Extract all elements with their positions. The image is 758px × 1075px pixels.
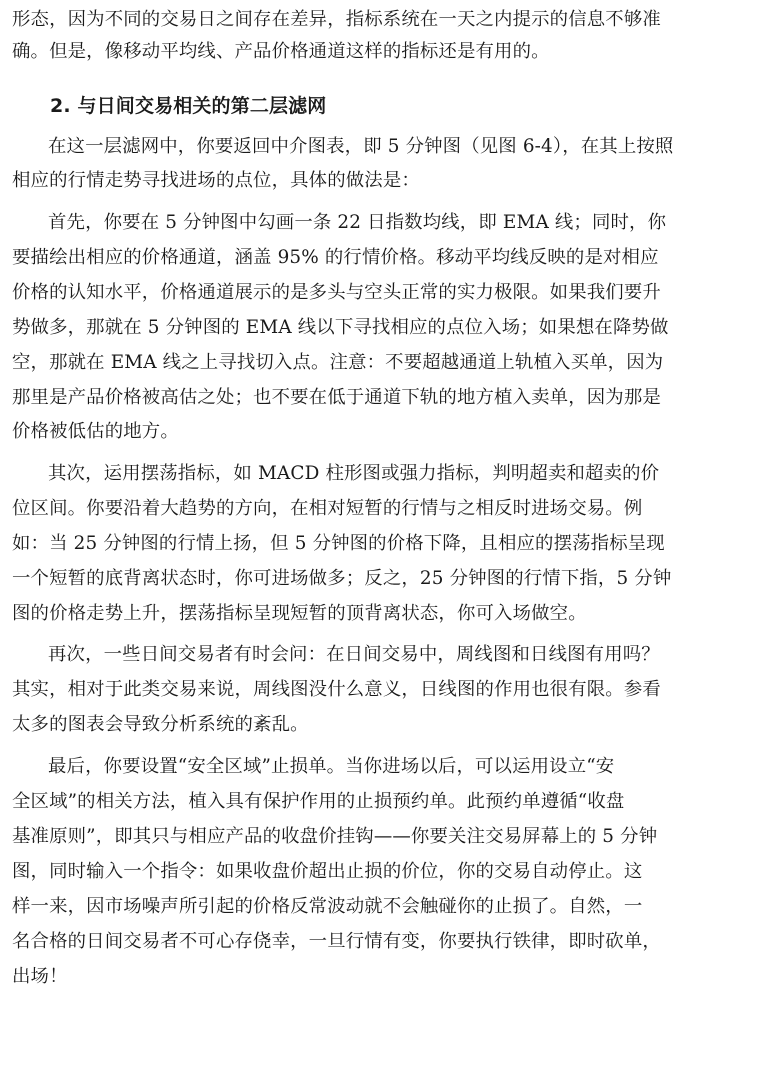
paragraph-line: 位区间。你要沿着大趋势的方向，在相对短暂的行情与之相反时进场交易。例 <box>12 498 643 519</box>
paragraph-line: 其实，相对于此类交易来说，周线图没什么意义，日线图的作用也很有限。参看 <box>12 679 661 700</box>
paragraph-line: 一个短暂的底背离状态时，你可进场做多；反之，25 分钟图的行情下指，5 分钟 <box>12 568 672 589</box>
paragraph-line: 价格的认知水平，价格通道展示的是多头与空头正常的实力极限。如果我们要升 <box>12 282 661 303</box>
paragraph-line: 图的价格走势上升，摆荡指标呈现短暂的顶背离状态，你可入场做空。 <box>12 603 587 624</box>
paragraph-line: 价格被低估的地方。 <box>12 421 179 442</box>
section-heading: 2. 与日间交易相关的第二层滤网 <box>50 95 327 117</box>
paragraph-line: 再次，一些日间交易者有时会问：在日间交易中，周线图和日线图有用吗？ <box>48 644 660 665</box>
paragraph-line: 空，那就在 EMA 线之上寻找切入点。注意：不要超越通道上轨植入买单，因为 <box>12 352 664 373</box>
paragraph-line: 样一来，因市场噪声所引起的价格反常波动就不会触碰你的止损了。自然，一 <box>12 896 643 917</box>
paragraph-line: 基准原则”，即其只与相应产品的收盘价挂钩——你要关注交易屏幕上的 5 分钟 <box>12 826 658 847</box>
paragraph-line: 那里是产品价格被高估之处；也不要在低于通道下轨的地方植入卖单，因为那是 <box>12 387 661 408</box>
paragraph-line: 如：当 25 分钟图的行情上扬，但 5 分钟图的价格下降，且相应的摆荡指标呈现 <box>12 533 665 554</box>
paragraph-line: 相应的行情走势寻找进场的点位，具体的做法是： <box>12 170 420 191</box>
intro-line: 形态，因为不同的交易日之间存在差异，指标系统在一天之内提示的信息不够准 <box>12 9 661 30</box>
paragraph-line: 其次，运用摆荡指标，如 MACD 柱形图或强力指标，判明超卖和超卖的价 <box>48 463 660 484</box>
paragraph-line: 要描绘出相应的价格通道，涵盖 95% 的行情价格。移动平均线反映的是对相应 <box>12 247 659 268</box>
paragraph-line: 名合格的日间交易者不可心存侥幸，一旦行情有变，你要执行铁律，即时砍单， <box>12 931 661 952</box>
paragraph-line: 在这一层滤网中，你要返回中介图表，即 5 分钟图（见图 6-4），在其上按照 <box>48 136 674 157</box>
paragraph-line: 出场！ <box>12 966 68 987</box>
paragraph-line: 首先，你要在 5 分钟图中勾画一条 22 日指数均线，即 EMA 线；同时，你 <box>48 212 667 233</box>
paragraph-line: 势做多，那就在 5 分钟图的 EMA 线以下寻找相应的点位入场；如果想在降势做 <box>12 317 669 338</box>
paragraph-line: 太多的图表会导致分析系统的紊乱。 <box>12 714 309 735</box>
paragraph-line: 最后，你要设置“安全区域”止损单。当你进场以后，可以运用设立“安 <box>48 756 615 777</box>
intro-line: 确。但是，像移动平均线、产品价格通道这样的指标还是有用的。 <box>12 41 550 62</box>
paragraph-line: 图，同时输入一个指令：如果收盘价超出止损的价位，你的交易自动停止。这 <box>12 861 643 882</box>
paragraph-line: 全区域”的相关方法，植入具有保护作用的止损预约单。此预约单遵循“收盘 <box>12 791 625 812</box>
